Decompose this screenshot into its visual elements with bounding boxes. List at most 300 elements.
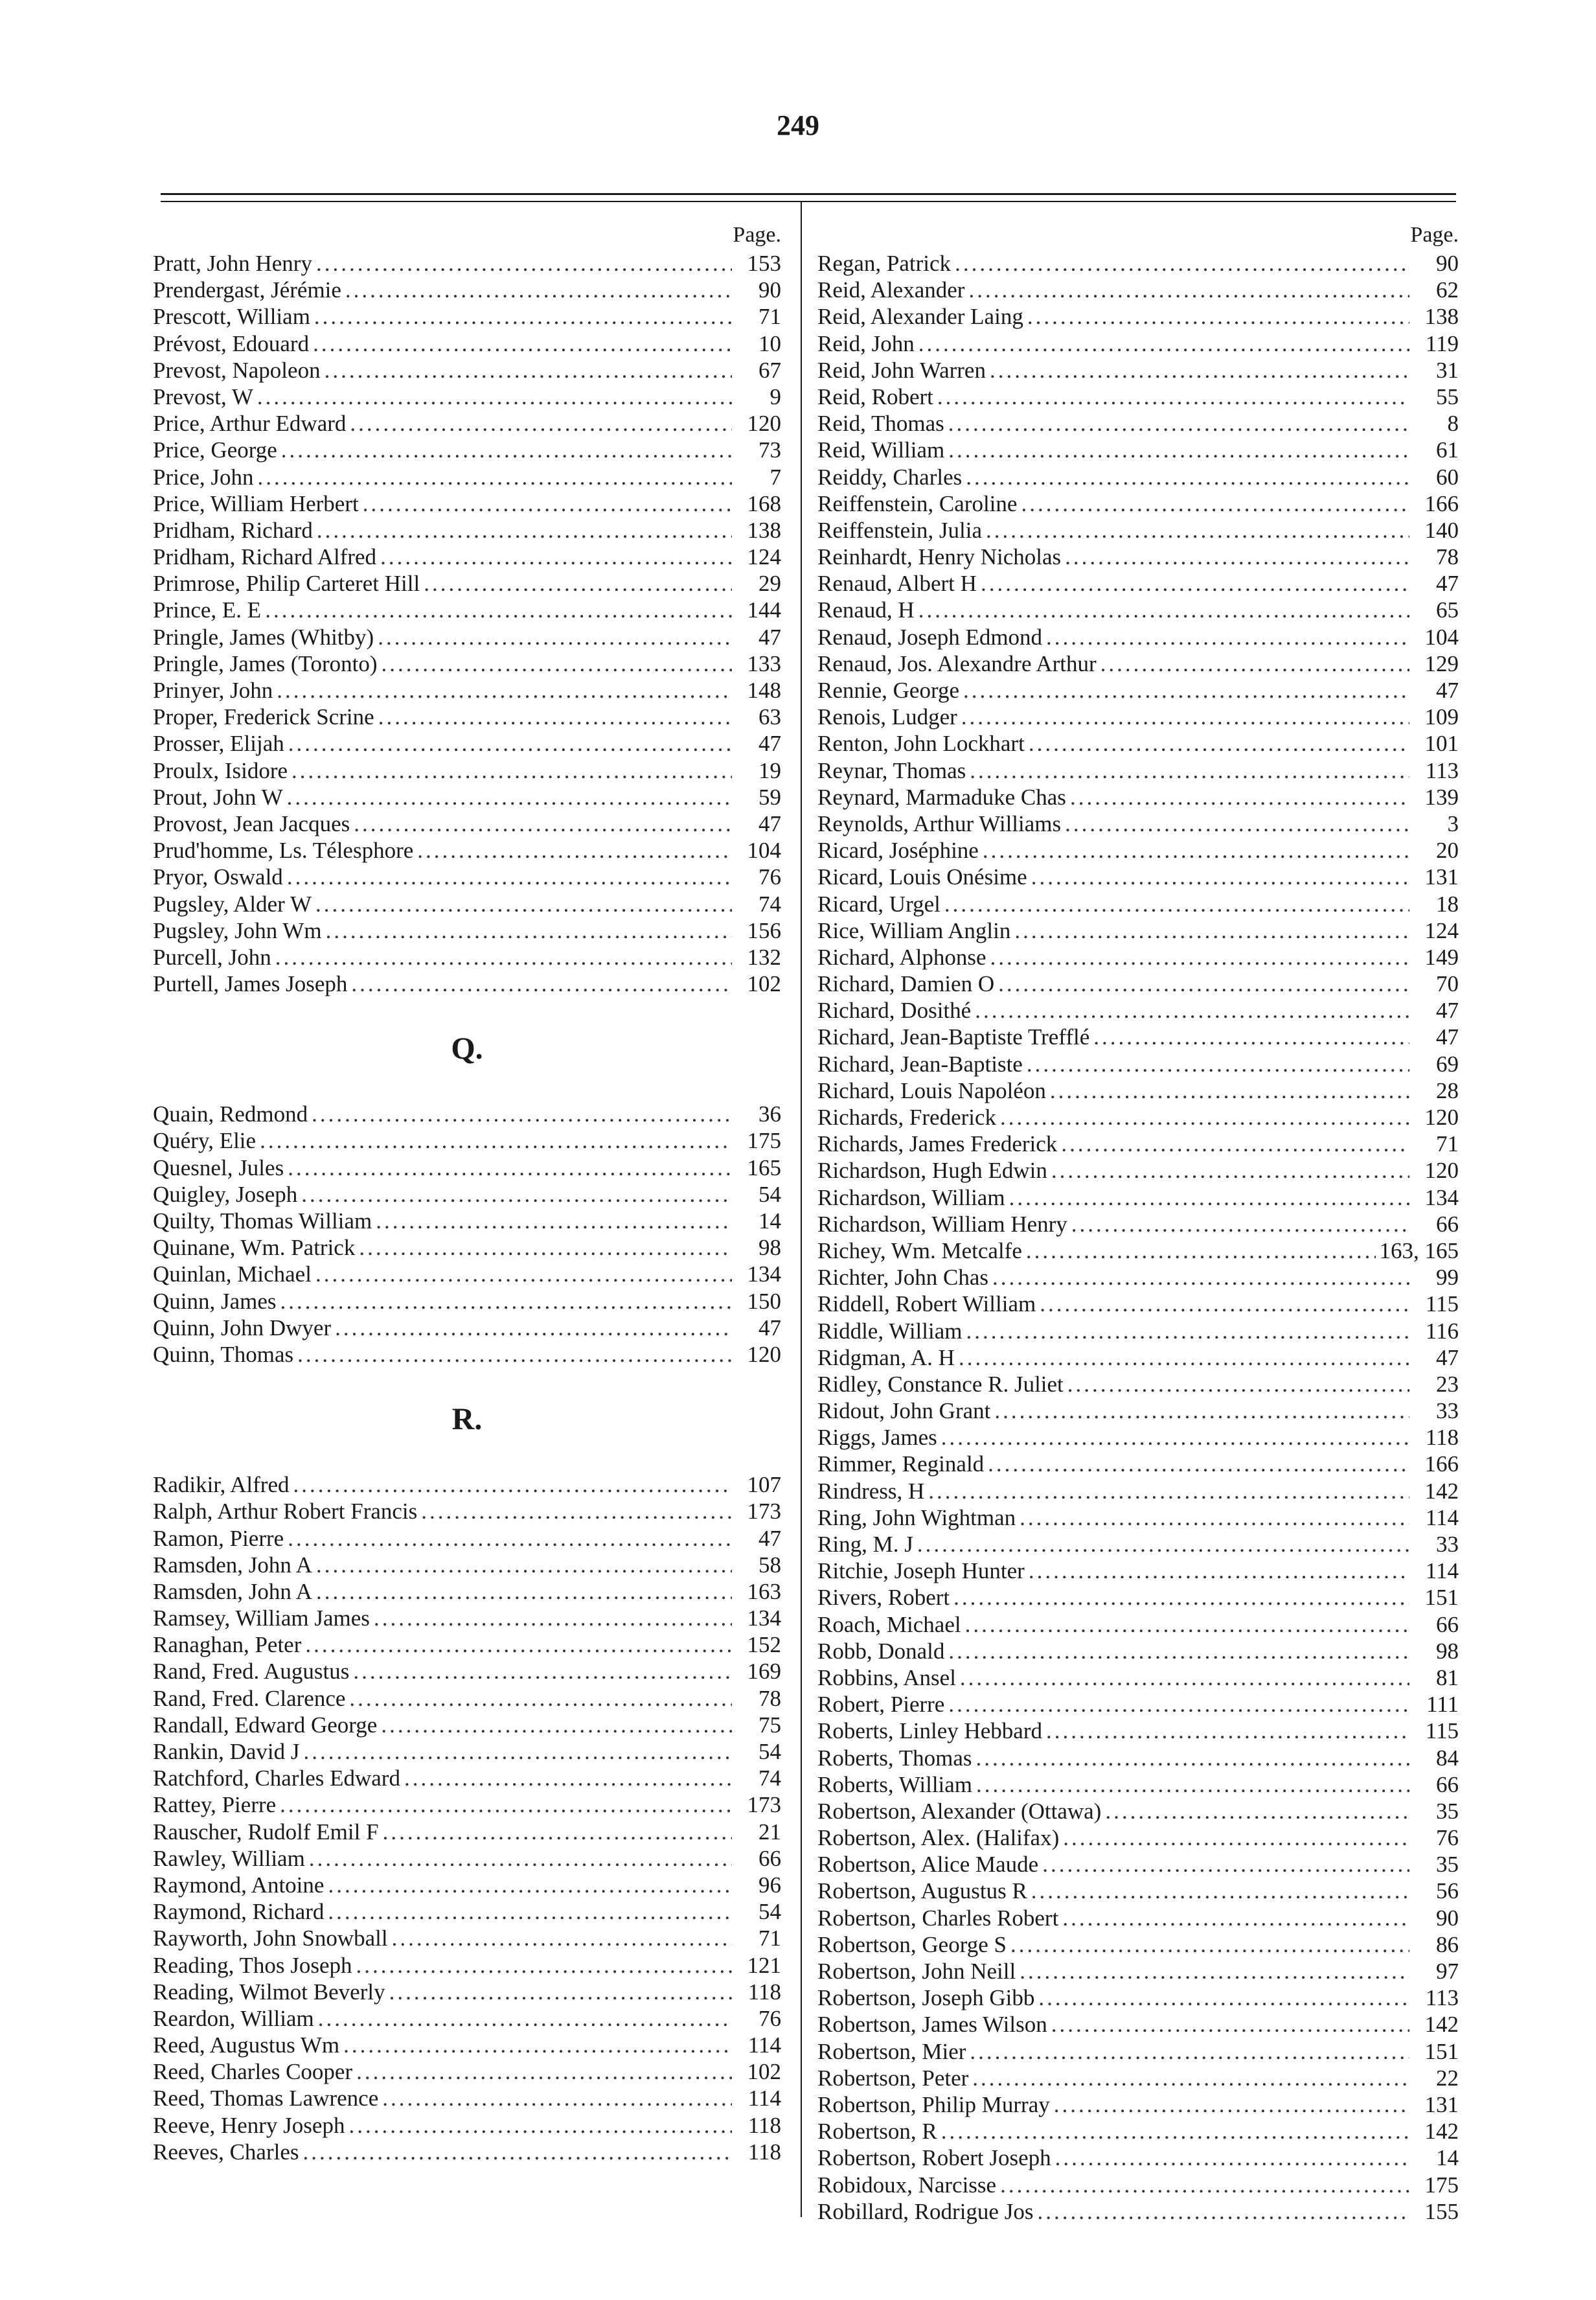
entry-name: Ritchie, Joseph Hunter [817,1558,1025,1584]
entry-page-number: 75 [758,1712,781,1738]
dot-leader [1000,1104,1409,1131]
dot-leader [291,757,732,784]
entry-name: Robert, Pierre [817,1692,945,1718]
entry-page-number: 173 [747,1792,781,1818]
dot-leader [354,811,732,837]
dot-leader [1046,624,1409,650]
dot-leader [328,1872,732,1898]
entry-name: Price, John [153,464,254,490]
index-entry [153,704,781,730]
index-entry [153,1288,781,1315]
entry-page-number: 23 [1436,1371,1459,1397]
dot-leader [359,1234,732,1261]
entry-page-number: 47 [758,1315,781,1340]
dot-leader [918,330,1409,357]
dot-leader [349,1685,732,1712]
index-entry [153,1498,781,1524]
index-entry [817,357,1459,384]
entry-name: Prévost, Edouard [153,330,310,356]
entry-name: Richard, Damien O [817,971,995,997]
dot-leader [1046,1718,1409,1744]
index-entry [153,891,781,917]
entry-name: Reiddy, Charles [817,464,963,490]
dot-leader [965,1611,1409,1638]
dot-leader [948,1638,1409,1664]
entry-name: Richard, Dosithé [817,998,972,1024]
dot-leader [316,1578,732,1605]
index-entry [153,250,781,277]
dot-leader [258,464,732,490]
entry-page-number: 14 [758,1208,781,1234]
entry-name: Price, Arthur Edward [153,411,347,437]
entry-page-number: 36 [758,1101,781,1127]
dot-leader [293,1471,733,1498]
index-entry [153,917,781,944]
dot-leader [316,1552,732,1578]
dot-leader [353,1658,732,1685]
entry-page-number: 134 [747,1261,781,1287]
left-column [153,220,781,2165]
entry-page-number: 99 [1436,1265,1459,1291]
index-entry [817,2065,1459,2091]
entry-name: Quain, Redmond [153,1101,308,1127]
dot-leader [335,1315,732,1341]
entry-name: Prosser, Elijah [153,731,284,757]
index-entry [153,1738,781,1765]
index-entry [817,1905,1459,1931]
dot-leader [1054,2091,1409,2118]
entry-page-number: 115 [1425,1291,1459,1317]
dot-leader [1050,1077,1409,1104]
index-entry [817,1397,1459,1424]
entry-name: Riddell, Robert William [817,1291,1036,1317]
entry-name: Renaud, H [817,597,915,623]
entry-name: Prince, E. E [153,597,262,623]
index-entry [817,1691,1459,1718]
entry-page-number: 33 [1436,1398,1459,1424]
entry-page-number: 67 [758,357,781,383]
entry-name: Pringle, James (Whitby) [153,624,374,650]
entry-name: Provost, Jean Jacques [153,811,350,836]
index-entry [817,2091,1459,2118]
dot-leader [990,357,1409,384]
entry-name: Rauscher, Rudolf Emil F [153,1819,379,1845]
index-entry [153,864,781,890]
dot-leader [345,277,732,303]
entry-name: Roberts, Thomas [817,1745,972,1771]
entry-name: Quinn, John Dwyer [153,1315,332,1340]
entry-name: Proulx, Isidore [153,757,288,783]
dot-leader [421,1498,732,1524]
dot-leader [1040,1291,1409,1317]
entry-page-number: 55 [1436,384,1459,409]
entry-name: Robertson, Alexander (Ottawa) [817,1798,1102,1824]
entry-page-number: 19 [758,757,781,783]
index-entry [817,971,1459,997]
entry-page-number: 76 [1436,1825,1459,1851]
dot-leader [948,410,1409,437]
entry-page-number: 120 [747,411,781,437]
entry-name: Prescott, William [153,304,310,330]
entry-page-number: 76 [758,2005,781,2031]
dot-leader [1038,1984,1409,2011]
index-entry [153,490,781,517]
index-entry [153,277,781,303]
entry-page-number: 173 [747,1499,781,1524]
entry-page-number: 116 [1425,1318,1459,1344]
dot-leader [288,1155,732,1181]
entry-name: Reid, Robert [817,384,933,409]
dot-leader [1027,303,1409,330]
dot-leader [975,997,1409,1024]
dot-leader [1020,1504,1409,1531]
entry-name: Pugsley, John Wm [153,917,322,943]
right-column [817,220,1459,2225]
entry-page-number: 86 [1436,1931,1459,1957]
entry-name: Pridham, Richard Alfred [153,544,377,570]
entry-name: Quinane, Wm. Patrick [153,1235,356,1261]
entry-name: Quinn, James [153,1288,277,1314]
entry-name: Robertson, Charles Robert [817,1905,1059,1931]
dot-leader [1009,1184,1409,1211]
index-entry [817,570,1459,597]
dot-leader [972,2065,1409,2091]
entry-name: Robertson, James Wilson [817,2012,1047,2038]
index-entry [817,730,1459,757]
entry-name: Quilty, Thomas William [153,1208,372,1234]
dot-leader [1105,1798,1409,1824]
index-entry [817,250,1459,277]
entry-page-number: 132 [747,944,781,970]
entry-name: Riddle, William [817,1318,963,1344]
entry-name: Richardson, William Henry [817,1211,1067,1237]
dot-leader [305,1631,732,1658]
entry-page-number: 166 [1424,1451,1459,1477]
entry-page-number: 151 [1424,2038,1459,2064]
dot-leader [917,1531,1409,1558]
entry-page-number: 33 [1436,1532,1459,1557]
entry-name: Quinlan, Michael [153,1261,312,1287]
entry-name: Primrose, Philip Carteret Hill [153,571,420,597]
index-entry [153,677,781,704]
dot-leader [1061,1131,1409,1157]
dot-leader [383,1819,732,1845]
index-entry [153,1898,781,1925]
index-entry [817,677,1459,704]
entry-page-number: 120 [1424,1158,1459,1184]
entry-name: Ricard, Urgel [817,891,940,917]
dot-leader [301,1181,732,1208]
entry-name: Robertson, Alice Maude [817,1852,1039,1878]
dot-leader [1065,544,1409,570]
entry-name: Reid, Alexander Laing [817,304,1023,330]
entry-page-number: 98 [1436,1638,1459,1664]
entry-name: Prout, John W [153,784,283,810]
index-entry [817,1824,1459,1851]
index-entry [153,1979,781,2005]
entry-page-number: 124 [1424,917,1459,943]
index-entry [817,1504,1459,1531]
index-entry [153,1315,781,1341]
entry-page-number: 62 [1436,277,1459,303]
entry-page-number: 66 [758,1845,781,1871]
entry-name: Pugsley, Alder W [153,891,312,917]
entry-page-number: 144 [747,597,781,623]
dot-leader [994,1397,1409,1424]
index-entry [153,944,781,971]
dot-leader [348,2112,732,2139]
entry-page-number: 107 [747,1472,781,1498]
entry-name: Rivers, Robert [817,1585,950,1611]
dot-leader [937,384,1409,410]
entry-name: Ramsden, John A [153,1552,312,1578]
entry-page-number: 47 [758,1525,781,1551]
dot-leader [325,357,732,384]
entry-name: Robertson, R [817,2119,937,2145]
entry-page-number: 168 [747,490,781,516]
index-entry [817,1104,1459,1131]
index-entry [153,1658,781,1685]
dot-leader [1026,1237,1376,1264]
dot-leader [976,1771,1409,1798]
index-entry [817,917,1459,944]
index-entry [817,1611,1459,1638]
index-entry [817,1851,1459,1878]
entry-name: Quinn, Thomas [153,1341,294,1367]
dot-leader [381,1712,732,1738]
index-entry [153,971,781,997]
dot-leader [392,1925,732,1951]
index-entry [153,330,781,357]
entry-page-number: 138 [1424,304,1459,330]
index-entry [153,811,781,837]
entry-name: Robertson, Alex. (Halifax) [817,1825,1060,1851]
index-entry [817,650,1459,677]
dot-leader [374,1605,732,1631]
entry-name: Ridgman, A. H [817,1344,955,1370]
dot-leader [280,1791,732,1818]
index-entry [153,570,781,597]
entry-name: Pridham, Richard [153,517,313,543]
index-entry [153,1127,781,1154]
entry-name: Ratchford, Charles Edward [153,1765,400,1791]
entry-name: Prevost, W [153,384,253,409]
entry-name: Richard, Jean-Baptiste [817,1051,1023,1077]
entry-name: Raymond, Antoine [153,1872,325,1898]
dot-leader [363,490,732,517]
entry-name: Richardson, William [817,1184,1005,1210]
index-entry [817,2011,1459,2038]
index-entry [817,1531,1459,1558]
entry-name: Reiffenstein, Caroline [817,490,1018,516]
dot-leader [966,1318,1409,1344]
entry-page-number: 119 [1425,330,1459,356]
entry-page-number: 149 [1424,944,1459,970]
index-entry [817,1771,1459,1798]
entry-page-number: 115 [1425,1718,1459,1744]
index-entry [817,811,1459,837]
dot-leader [1000,2172,1409,2198]
entry-name: Ricard, Joséphine [817,838,979,864]
index-entry [817,437,1459,463]
dot-leader [970,2038,1409,2065]
entry-page-number: 21 [758,1819,781,1845]
index-entry [817,1184,1459,1211]
entry-name: Ralph, Arthur Robert Francis [153,1499,418,1524]
entry-name: Regan, Patrick [817,251,952,276]
dot-leader [1062,1905,1409,1931]
entry-page-number: 74 [758,1765,781,1791]
entry-name: Robertson, Augustus R [817,1878,1027,1904]
entry-page-number: 84 [1436,1745,1459,1771]
entry-name: Richards, James Frederick [817,1131,1058,1157]
entry-page-number: 153 [747,251,781,276]
entry-page-number: 3 [1447,811,1459,836]
dot-leader [343,2032,732,2058]
entry-name: Richardson, Hugh Edwin [817,1158,1047,1184]
entry-page-number: 61 [1436,437,1459,463]
index-entry [153,517,781,544]
entry-name: Ramsey, William James [153,1605,370,1631]
entry-name: Reeve, Henry Joseph [153,2112,345,2138]
dot-leader [1027,1051,1409,1077]
entry-page-number: 134 [747,1605,781,1631]
entry-page-number: 58 [758,1552,781,1578]
index-entry [153,1845,781,1872]
entry-name: Radikir, Alfred [153,1472,290,1498]
dot-leader [988,1451,1409,1477]
dot-leader [356,1952,732,1979]
entry-name: Reid, Alexander [817,277,965,303]
entry-name: Reid, John [817,330,915,356]
entry-page-number: 102 [747,2059,781,2085]
index-entry [817,624,1459,650]
entry-name: Rice, William Anglin [817,917,1011,943]
index-entry [817,1451,1459,1477]
index-entry [817,837,1459,864]
dot-leader [376,1208,732,1234]
dot-leader [424,570,732,597]
entry-page-number: 9 [770,384,781,409]
dot-leader [309,1845,732,1872]
index-entry [817,1638,1459,1664]
index-entry [817,864,1459,890]
entry-page-number: 31 [1436,357,1459,383]
index-entry [817,997,1459,1024]
entry-page-number: 47 [758,811,781,836]
entry-name: Ricard, Louis Onésime [817,864,1027,890]
index-entry [817,384,1459,410]
header-rule-thin [161,201,1456,202]
entry-name: Richard, Alphonse [817,944,986,970]
index-entry [153,1631,781,1658]
entry-page-number: 114 [1425,1558,1459,1584]
entry-page-number: 8 [1447,411,1459,437]
entry-page-number: 66 [1436,1771,1459,1797]
entry-name: Quesnel, Jules [153,1155,284,1180]
dot-leader [970,757,1409,784]
dot-leader [328,1898,732,1925]
entry-name: Proper, Frederick Scrine [153,704,374,730]
dot-leader [1014,917,1409,944]
index-entry [817,517,1459,544]
entry-page-number: 54 [758,1739,781,1764]
entry-name: Richard, Jean-Baptiste Trefflé [817,1024,1090,1050]
entry-page-number: 78 [1436,544,1459,570]
entry-name: Reeves, Charles [153,2139,299,2165]
dot-leader [976,1745,1409,1771]
index-entry [817,303,1459,330]
entry-page-number: 73 [758,437,781,463]
entry-page-number: 7 [770,464,781,490]
entry-page-number: 96 [758,1872,781,1898]
index-entry [153,784,781,811]
index-entry [153,1952,781,1979]
index-entry [153,464,781,490]
dot-leader [326,917,732,944]
index-entry [817,490,1459,517]
dot-leader [315,891,732,917]
entry-page-number: 120 [1424,1105,1459,1130]
index-entry [153,384,781,410]
entry-name: Quigley, Joseph [153,1181,298,1207]
dot-leader [1031,1878,1409,1904]
dot-leader [968,277,1409,303]
index-entry [153,1341,781,1368]
dot-leader [1051,1157,1409,1184]
entry-name: Renaud, Albert H [817,571,977,597]
index-entry [153,1765,781,1791]
entry-page-number: 156 [747,917,781,943]
index-entry [817,1718,1459,1744]
entry-page-number: 104 [1424,624,1459,650]
dot-leader [1020,1958,1409,1984]
entry-name: Raymond, Richard [153,1899,325,1925]
index-entry [153,1605,781,1631]
index-entry [817,1344,1459,1371]
entry-page-number: 166 [1424,490,1459,516]
entry-page-number: 47 [758,731,781,757]
entry-page-number: 121 [747,1952,781,1978]
index-entry [817,704,1459,730]
index-entry [817,784,1459,811]
entry-name: Prendergast, Jérémie [153,277,341,303]
index-entry [817,544,1459,570]
dot-leader [1029,1558,1409,1584]
dot-leader [953,1584,1409,1611]
dot-leader [314,303,732,330]
index-entry [817,1931,1459,1958]
index-entry [153,837,781,864]
entry-page-number: 22 [1436,2065,1459,2091]
r-entries-list [153,1471,781,2165]
dot-leader [404,1765,732,1791]
dot-leader [959,1344,1409,1371]
section-heading-q: Q. [451,1031,483,1066]
index-entry [153,2005,781,2032]
entry-name: Robertson, Mier [817,2038,966,2064]
entry-name: Ridley, Constance R. Juliet [817,1371,1064,1397]
entry-page-number: 66 [1436,1211,1459,1237]
dot-leader [382,2085,732,2111]
index-entry [817,1878,1459,1904]
index-entry [817,1318,1459,1344]
entry-page-number: 163 [747,1578,781,1604]
index-entry [817,1131,1459,1157]
index-entry [817,1157,1459,1184]
entry-page-number: 163, 165 [1379,1237,1459,1263]
entry-name: Roberts, Linley Hebbard [817,1718,1042,1744]
